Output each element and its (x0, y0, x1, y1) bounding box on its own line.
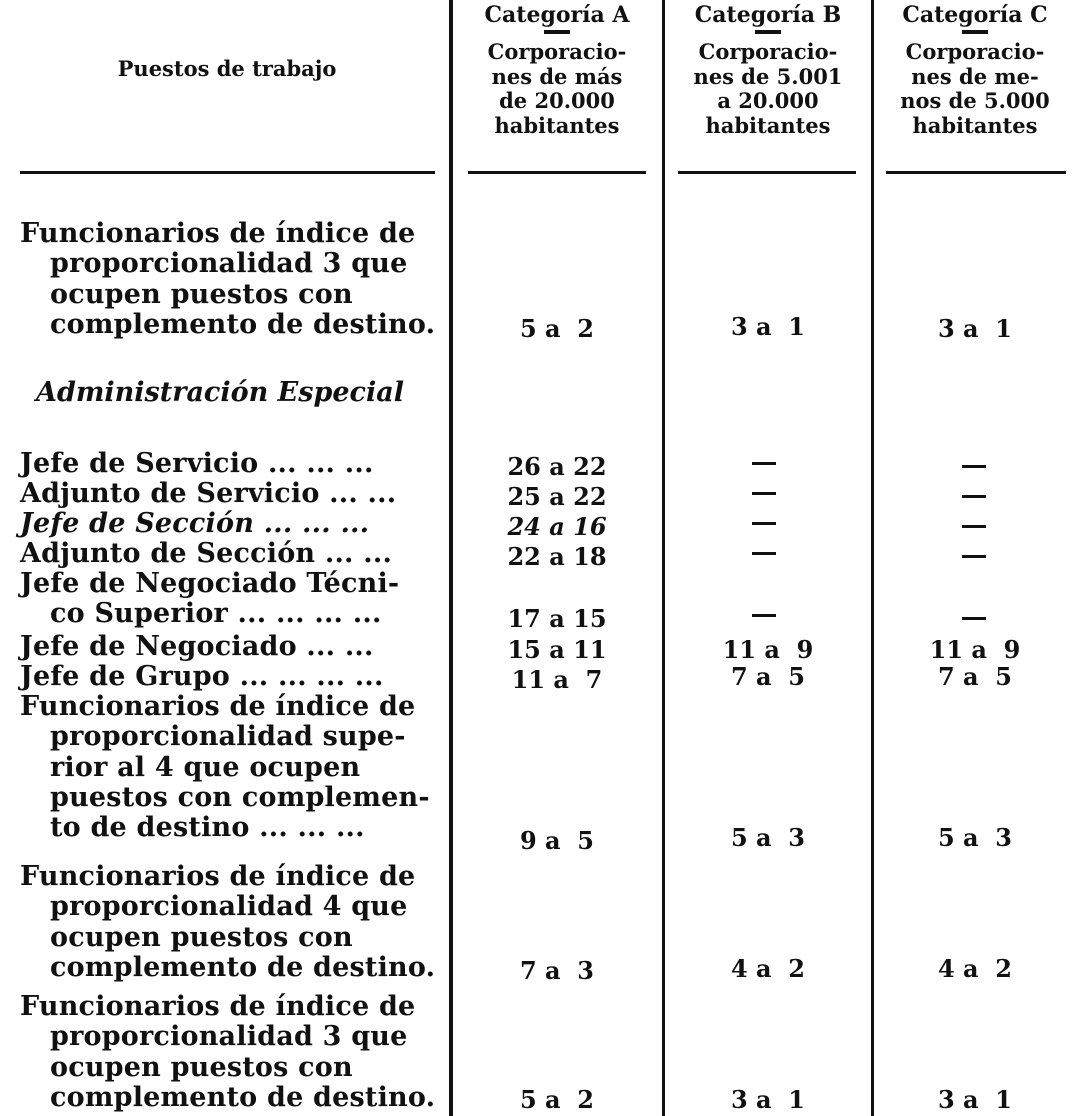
empty-dash-c (962, 617, 986, 620)
value-cat-a: 26 a 22 (507, 452, 607, 481)
row-label-line: Adjunto de Servicio ... ... (20, 478, 397, 509)
header-rule-a (468, 171, 646, 174)
row-label-line: puestos con complemen- (50, 781, 430, 813)
row-label-line: proporcionalidad 4 que (50, 891, 408, 923)
row-label-jefe-negociado-tecnico-superior (20, 569, 436, 630)
category-a-dash (544, 30, 570, 34)
row-label-line: Jefe de Servicio ... ... ... (20, 448, 374, 479)
category-a-line-1: Corporacio- (487, 39, 627, 64)
header-rule-b (678, 171, 856, 174)
value-cat-a: 15 a 11 (507, 635, 607, 664)
value-cat-b: 3 a 1 (730, 312, 805, 341)
category-c-line-1: Corporacio- (905, 39, 1045, 64)
row-label-line: complemento de destino. (50, 951, 436, 983)
category-c-title: Categoría C (902, 2, 1048, 28)
value-cat-b: 7 a 5 (730, 662, 805, 691)
empty-dash-b (752, 552, 776, 555)
row-label-funcionarios-indice-superior-4 (20, 692, 436, 843)
empty-dash-c (962, 495, 986, 498)
row-label-line: ocupen puestos con (50, 1051, 353, 1083)
row-label-line: Funcionarios de índice de (20, 861, 416, 892)
row-label-line: Jefe de Sección ... ... ... (20, 508, 370, 539)
row-label-line: to de destino ... ... ... (50, 812, 365, 844)
category-b-dash (755, 30, 781, 34)
category-b-line-2: nes de 5.001 (693, 63, 843, 89)
column-separator-c (871, 0, 874, 1116)
row-label-adjunto-de-servicio (20, 479, 436, 509)
row-label-adjunto-de-seccion (20, 539, 436, 569)
row-label-jefe-de-servicio (20, 449, 436, 479)
value-cat-a: 22 a 18 (507, 542, 607, 571)
value-cat-a: 7 a 3 (519, 956, 594, 985)
empty-dash-b (752, 492, 776, 495)
column-separator-b (662, 0, 665, 1116)
row-label-line: Jefe de Grupo ... ... ... ... (20, 661, 384, 692)
value-cat-c: 7 a 5 (937, 662, 1012, 691)
value-cat-c: 3 a 1 (937, 314, 1012, 343)
value-cat-a: 17 a 15 (507, 604, 607, 633)
row-label-jefe-de-negociado (20, 632, 436, 662)
header-category-b (672, 2, 864, 138)
row-label-line: complemento de destino. (50, 1081, 436, 1113)
category-c-line-4: habitantes (912, 112, 1038, 138)
row-label-line: rior al 4 que ocupen (50, 751, 361, 783)
row-label-funcionarios-indice-4 (20, 862, 436, 983)
row-label-line: proporcionalidad 3 que (50, 248, 408, 280)
column-separator-a (449, 0, 453, 1116)
header-rule-c (886, 171, 1066, 174)
header-puestos-de-trabajo: Puestos de trabajo (117, 56, 337, 81)
row-label-line: co Superior ... ... ... ... (50, 598, 382, 630)
value-cat-a: 24 a 16 (507, 512, 607, 541)
row-label-line: Funcionarios de índice de (20, 991, 416, 1022)
category-b-line-1: Corporacio- (698, 39, 838, 64)
empty-dash-c (962, 525, 986, 528)
value-cat-c: 4 a 2 (937, 954, 1012, 983)
category-b-line-4: habitantes (705, 112, 831, 138)
value-cat-a: 11 a 7 (511, 665, 603, 694)
section-title-administracion-especial: Administración Especial (36, 377, 404, 408)
row-label-line: ocupen puestos con (50, 921, 353, 953)
value-cat-b: 5 a 3 (730, 823, 805, 852)
row-label-line: proporcionalidad 3 que (50, 1021, 408, 1053)
row-label-funcionarios-indice-3-bottom (20, 992, 436, 1113)
row-label-line: Funcionarios de índice de (20, 691, 416, 722)
empty-dash-c (962, 465, 986, 468)
row-label-line: complemento de destino. (50, 308, 436, 340)
header-category-a (462, 2, 652, 138)
category-a-line-3: de 20.000 (499, 88, 615, 113)
row-label-line: ocupen puestos con (50, 278, 353, 310)
row-label-line: Adjunto de Sección ... ... (20, 538, 393, 569)
value-cat-c: 3 a 1 (937, 1085, 1012, 1114)
empty-dash-c (962, 555, 986, 558)
value-cat-a: 5 a 2 (519, 1085, 594, 1114)
value-cat-a: 9 a 5 (519, 826, 594, 855)
value-cat-c: 11 a 9 (929, 635, 1021, 664)
header-rule-left (20, 171, 435, 174)
row-label-funcionarios-indice-3-top (20, 219, 436, 340)
empty-dash-b (752, 462, 776, 465)
category-b-line-3: a 20.000 (717, 88, 819, 113)
value-cat-b: 11 a 9 (722, 635, 814, 664)
category-a-line-4: habitantes (494, 112, 620, 138)
category-c-line-3: nos de 5.000 (900, 88, 1050, 113)
category-a-title: Categoría A (484, 2, 630, 28)
row-label-line: proporcionalidad supe- (50, 721, 406, 753)
category-c-line-2: nes de me- (911, 63, 1039, 89)
value-cat-a: 5 a 2 (519, 314, 594, 343)
header-category-c (880, 2, 1070, 138)
empty-dash-b (752, 614, 776, 617)
row-label-line: Funcionarios de índice de (20, 218, 416, 249)
row-label-jefe-de-seccion (20, 509, 436, 539)
row-label-line: Jefe de Negociado ... ... (20, 631, 374, 662)
value-cat-b: 4 a 2 (730, 954, 805, 983)
category-a-line-2: nes de más (491, 63, 623, 89)
row-label-line: Jefe de Negociado Técni- (20, 568, 400, 599)
value-cat-b: 3 a 1 (730, 1085, 805, 1114)
empty-dash-b (752, 522, 776, 525)
value-cat-c: 5 a 3 (937, 823, 1012, 852)
category-b-title: Categoría B (694, 2, 842, 28)
value-cat-a: 25 a 22 (507, 482, 607, 511)
category-c-dash (962, 30, 988, 34)
row-label-jefe-de-grupo (20, 662, 436, 692)
